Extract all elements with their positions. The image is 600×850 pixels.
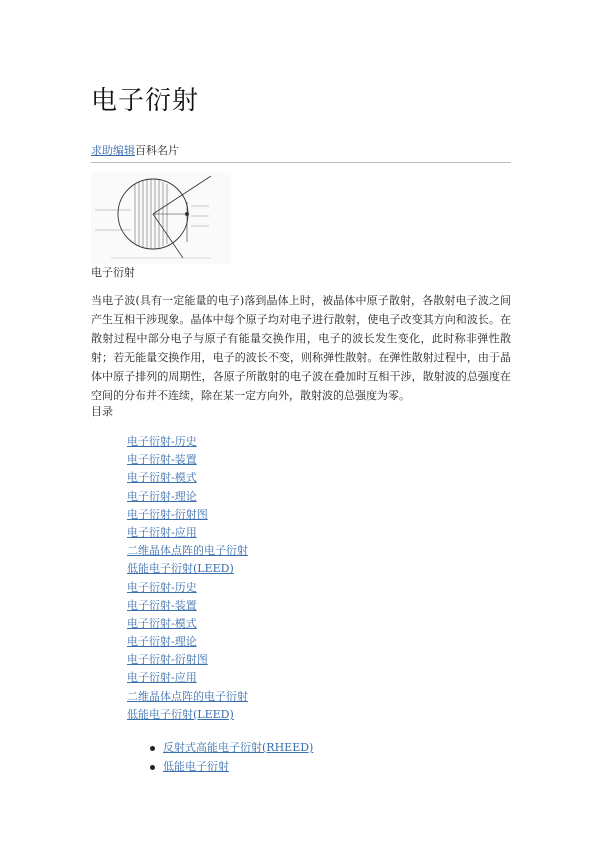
toc-link[interactable]: 低能电子衍射(LEED) [127,707,234,721]
meta-bar [91,142,511,163]
toc-link[interactable]: 电子衍射-理论 [127,489,197,503]
toc-link[interactable]: 电子衍射-历史 [127,580,197,594]
toc-item [127,560,248,578]
sub-item-list [150,738,313,776]
bullet-icon [150,746,155,751]
toc-item [127,651,248,669]
toc-item [127,597,248,615]
sub-item-link[interactable]: 反射式高能电子衍射(RHEED) [163,741,314,754]
toc-link[interactable]: 电子衍射-模式 [127,616,197,630]
toc-link[interactable]: 电子衍射-应用 [127,525,197,539]
diffraction-diagram [91,172,231,264]
toc-item [127,633,248,651]
toc-item [127,506,248,524]
sub-item-link[interactable]: 低能电子衍射 [163,760,229,773]
toc-item [127,615,248,633]
toc-link[interactable]: 电子衍射-模式 [127,471,197,485]
edit-help-link[interactable]: 求助编辑 [91,144,135,157]
toc-label: 目录 [91,405,113,418]
toc-item [127,688,248,706]
toc-link[interactable]: 电子衍射-装置 [127,598,197,612]
toc-item [127,469,248,487]
toc-item [127,433,248,451]
figure-caption: 电子衍射 [91,266,135,279]
toc-item [127,542,248,560]
intro-paragraph: 当电子波(具有一定能量的电子)落到晶体上时，被晶体中原子散射，各散射电子波之间产生互相干涉现象。晶体中每个原子均对电子进行散射，使电子改变其方向和波长。在散射过程中部分电子与原子有能量交换作用，电子的波长发生变化，此时称非弹性散射；若无能量交换作用，电子的波长不变，则称弹性散射。在弹性散射过程中，由于晶体中原子排列的周期性，各原子所散射的电子波在叠加时互相干涉，散射波的总强度在空间的分布并不连续，除在某一定方向外，散射波的总强度为零。 [91,294,511,402]
toc-link[interactable]: 二维晶体点阵的电子衍射 [127,689,248,703]
toc-item [127,451,248,469]
page-title: 电子衍射 [91,86,200,116]
toc-link[interactable]: 电子衍射-衍射图 [127,507,208,521]
sub-item [150,757,313,776]
toc-item [127,579,248,597]
toc-link[interactable]: 电子衍射-衍射图 [127,653,208,667]
toc-link[interactable]: 电子衍射-应用 [127,671,197,685]
toc-item [127,669,248,687]
card-label: 百科名片 [135,144,179,157]
table-of-contents [127,433,248,724]
sub-item [150,738,313,757]
toc-item [127,524,248,542]
toc-link[interactable]: 电子衍射-理论 [127,635,197,649]
toc-link[interactable]: 二维晶体点阵的电子衍射 [127,544,248,558]
toc-link[interactable]: 低能电子衍射(LEED) [127,562,234,576]
toc-link[interactable]: 电子衍射-历史 [127,435,197,448]
bullet-icon [150,765,155,770]
toc-item [127,706,248,724]
toc-link[interactable]: 电子衍射-装置 [127,453,197,467]
toc-item [127,488,248,506]
